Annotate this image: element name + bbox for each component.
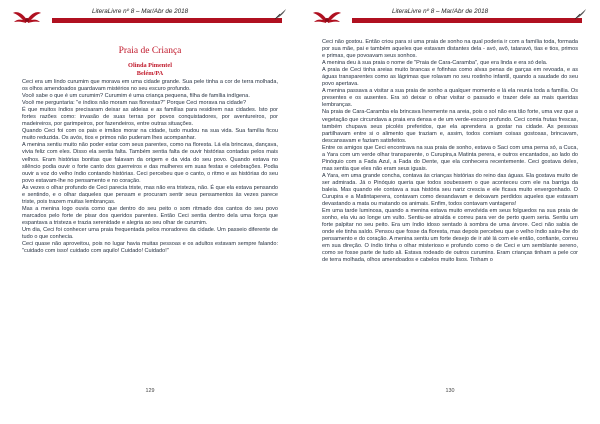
paragraph: Um dia, Ceci foi conhecer uma praia frequentada pelos moradores da cidade. Um passeio diferente de tudo o que conhecia. [22, 226, 278, 241]
paragraph: Você me perguntaria: "e índios não moram nas florestas?" Porque Ceci morava na cidade? [22, 100, 247, 107]
header-rule [352, 18, 582, 23]
paragraph: Você sabe o que é um curumim? Curumim é uma criança pequena, filha de família indígena. [22, 93, 250, 100]
paragraph: Ceci era um lindo curumim que morava em uma cidade grande. Sua pele tinha a cor de terra molhada, os olhos amendoados guardavam mistérios no seu escuro profundo. [22, 79, 278, 93]
left-body-text [22, 79, 278, 255]
bird-logo-icon [312, 8, 342, 28]
author-location: Belém/PA [136, 70, 164, 77]
paragraph: Em uma tarde luminosa, quando a menina estava muito envolvida em seus folguedos na sua praia de sonho, ela viu ao longe um vulto. Sentiu-se atraída e correu para ver de perto quem seria. Sentiu um forte palpitar no seu peito. Era um índio idoso sentado à sombra de uma árvore. Ceci não sabia de onde ele tinha saído. Pensou que fosse da floresta, mas depois percebeu que o velho índio saíra-lhe do pensamento e do coração. A menina sentiu um forte desejo de ir até lá com ele então, confiante, correu em sua direção. O índio tinha o olhar misterioso e profundo como o de Ceci e um semblante sereno, como se fosse parte de tudo ali. Estava rodeado de outros curumins. Eram crianças tinham a pele cor de terra molhada, olhos amendoados e cabelos muito lisos. Tinham o [322, 208, 578, 264]
paragraph: A Yara, em uma grande concha, contava às crianças histórias do reino das águas. Ela gostava muito de ser admirada. Já o Pinóquio queria que todos soubessem o que aconteceu com ele na barriga da baleia. Mas quando ele contava a sua história seu nariz crescia e ele ficava muito envergonhado. O Curupira e a Matintaperera, contavam como desandavam e deixavam perdidos aqueles que estavam devastando a mata ou matando os animais. Enfim, todos contavam vantagens! [322, 172, 578, 208]
paragraph: Na praia de Cara-Caramba ela brincava livremente na areia, pois o sol não era tão forte, uma vez que a vegetação que circundava a praia era densa e de um verde-escuro profundo. Ceci comia frutas frescas, também chupava seus picolés preferidos, que ela aprendera a gostar na cidade. As pessoas partilhavam entre si o alimento que traziam e, assim, todos comiam coisas gostosas, brincavam, descansavam e faziam satisfeitos. [322, 109, 578, 144]
paragraph: Ceci quase não aproveitou, pois no lugar havia muitas pessoas e os adultos estavam sempre falando: "cuidado com isso! cuidado com aquilo! Cuidado! Cuidado!" [22, 241, 278, 255]
page-header [8, 8, 292, 28]
author-name: Olinda Pimentel [128, 62, 172, 69]
feather-pen-icon [274, 8, 288, 20]
header-rule [52, 18, 282, 23]
page-number: 129 [145, 388, 155, 394]
paragraph: Quando Ceci foi com os pais e irmãos morar na cidade, tudo mudou na sua vida. Sua família ficou muito reduzida. Os avós, tios e primos não puderam lhes acompanhar. [22, 128, 278, 142]
paragraph: A praia de Ceci tinha areias muito brancas e fofinhas como alvas penas de garças em revoada, e as águas transparentes como as lágrimas que rolavam no seu rostinho infantil, quando a saudade do seu povo apertava. [322, 67, 578, 88]
header-journal-text: LiteraLivre nº 8 – Mar/Abr de 2018 [92, 8, 189, 15]
paragraph: A menina passava a visitar a sua praia de sonho a qualquer momento e lá ela reunia toda a família. Os presentes e os ausentes. Era só deixar o olhar visitar o passado e trazer dele as mais queridas lembranças. [322, 88, 578, 109]
page-number: 130 [445, 388, 455, 394]
paragraph: Mas a menina logo ouvia como que dentro do seu peito o som ritmado dos cantos do seu povo marcados pelo forte de pisar dos queridos parentes. Então Ceci sentia dentro dela uma força que espantava a tristeza e trazia serenidade e alegria ao seu olhar de curumim. [22, 205, 278, 226]
page-header [308, 8, 592, 28]
story-title: Praia de Criança [118, 46, 182, 56]
bird-logo-icon [12, 8, 42, 28]
paragraph: Às vezes o olhar profundo de Ceci parecia triste, mas não era tristeza, não. É que ela estava pensando e sentindo, e o olhar daqueles que pensam e procuram sentir seus pensamentos às vezes parece triste, pois trazem muitas lembranças. [22, 184, 278, 205]
paragraph: A menina deu à sua praia o nome de "Praia de Cara-Caramba", que era linda e era só dela. [322, 60, 548, 67]
paragraph: Ceci não gostou. Então criou para si uma praia de sonho na qual poderia ir com a família toda, formada por sua mãe, pai e também aqueles que estavam distantes dela - avó, avô, tataravó, tias e tios, primos e primas, que povoavam seus sonhos. [322, 39, 578, 60]
right-body-text [322, 39, 578, 265]
paragraph: É que muitos índios precisaram deixar as aldeias e as famílias para residirem nas cidades. Isto por fortes razões como: invasão de suas terras por povos conquistadores, por aventureiros, por madeireiros, por garimpeiros, por fazendeiros, entre outras situações. [22, 107, 278, 128]
header-journal-text: LiteraLivre nº 8 – Mar/Abr de 2018 [392, 8, 489, 15]
right-page [300, 0, 600, 424]
paragraph: Entre os amigos que Ceci encontrava na sua praia de sonho, estava o Saci com uma perna só, a Cuca, a Yara com um verde olhar transparente, o Curupira,a Matinta perera, e outros encantados, ao lado do Pinóquio com a Fada Azul, a Fada do Dente, que ela conhecera recentemente. Ceci gostava deles, mas sentia que eles não eram seus iguais. [322, 144, 578, 172]
paragraph: A menina sentiu muito não poder estar com seus parentes, como na floresta. Lá ela brincava, dançava, vivia feliz com eles. Disso ela sentia falta. Também sentia falta de ouvir histórias contadas pelos mais velhos. Eram histórias bonitas que falavam da origem e da vida do seu povo. Quando estava no silêncio podia ouvir o forte canto dos guerreiros e das mulheres em suas festas e celebrações. Podia ouvir a voz do velho índio contando histórias. Ceci percebeu que o canto, o ritmo e as histórias do seu povo estavam-lhe no pensamento e no coração. [22, 142, 278, 184]
feather-pen-icon [574, 8, 588, 20]
